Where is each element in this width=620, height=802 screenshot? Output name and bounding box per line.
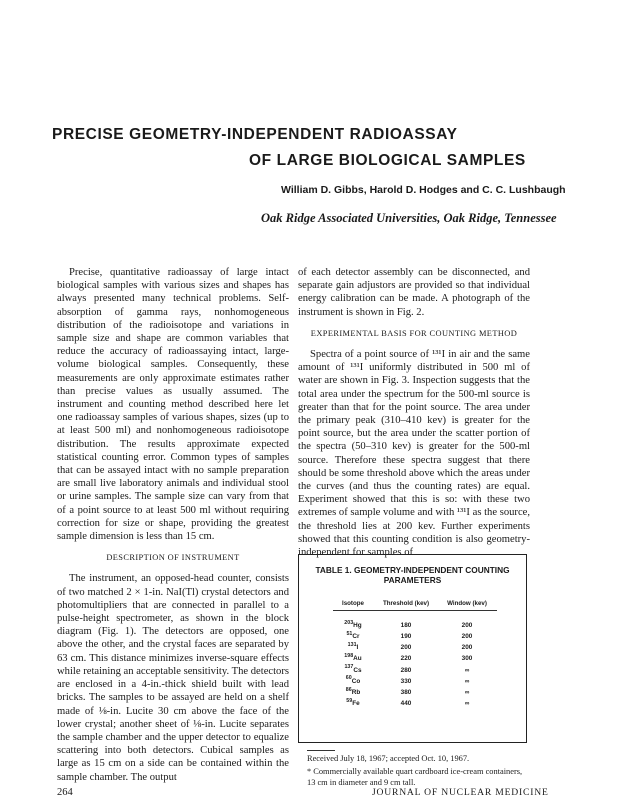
threshold-cell: 280 xyxy=(400,666,412,674)
left-column xyxy=(57,266,289,784)
threshold-cell: 440 xyxy=(400,699,412,707)
table-1 xyxy=(298,554,527,743)
isotope-mass: 60 xyxy=(345,675,352,682)
continuation-paragraph: of each detector assembly can be disconnected, and separate gain adjustors are provided so that individual energy calibration can be made. A photograph of the instrument is shown in Fig. 2. xyxy=(298,267,530,318)
header-window: Window (kev) xyxy=(447,600,487,607)
basis-paragraph: Spectra of a point source of ¹³¹I in air and the same amount of ¹³¹I uniformly distributed in 500 ml of water are shown in Fig. 3. Inspection suggests that the total area under the spectrum for the 500-ml source is greater than that for the point source. The area under the primary peak (310–410 kev) is greater for the point source, but the area under the scatter portion of the spectra (50–310 kev) is greater for the 500-ml source. Therefore these spectra suggest that there should be some threshold above which the areas under the curves (and thus the counting rates) are equal. Experiment showed that this is so: with these two extremes of sample volume and with ¹³¹I as the source, the threshold lies at 200 kev. Further experiments showed that this counting condition is also geometry-independent for samples of xyxy=(298,349,530,559)
received-note: Received July 18, 1967; accepted Oct. 10, 1967. xyxy=(307,754,470,763)
table-row xyxy=(333,651,497,662)
isotope-element: Hg xyxy=(353,622,362,630)
isotope-element: Au xyxy=(353,655,362,663)
threshold-cell: 180 xyxy=(400,622,412,630)
container-footnote: * Commercially available quart cardboard ice-cream containers, 13 cm in diameter and 9 cm tall. xyxy=(307,767,523,787)
isotope-mass: 131 xyxy=(347,642,357,649)
table-body xyxy=(333,618,497,707)
isotope-element: I xyxy=(356,644,359,652)
header-threshold: Threshold (kev) xyxy=(382,600,430,607)
header-isotope: Isotope xyxy=(341,600,364,607)
window-cell: 200 xyxy=(461,633,473,641)
right-column xyxy=(298,266,530,559)
threshold-cell: 190 xyxy=(400,633,412,641)
table-row xyxy=(333,685,497,696)
window-cell: ∞ xyxy=(464,666,470,674)
table-row xyxy=(333,640,497,651)
threshold-cell: 330 xyxy=(400,677,412,685)
footnote-rule xyxy=(307,750,335,751)
section-heading-instrument: DESCRIPTION OF INSTRUMENT xyxy=(106,553,240,563)
isotope-element: Rb xyxy=(351,688,361,696)
isotope-element: Fe xyxy=(352,699,360,707)
isotope-mass: 86 xyxy=(345,686,352,693)
affiliation: Oak Ridge Associated Universities, Oak Ridge, Tennessee xyxy=(261,211,557,225)
table-row xyxy=(333,673,497,684)
table-header xyxy=(333,600,497,611)
section-heading-basis: EXPERIMENTAL BASIS FOR COUNTING METHOD xyxy=(310,328,518,338)
window-cell: ∞ xyxy=(464,688,470,696)
intro-paragraph: Precise, quantitative radioassay of large intact biological samples with various sizes and shapes has always presented many technical problems. Self-absorption of gamma rays, nonhomogeneous distribution of the radioisotope and variations in sample size and shape are common variables that reduce the accuracy of radioassaying intact, large-volume biological samples. Consequently, these measurements are only approximate estimates rather than precise values as usually assumed. The instrument and counting method described here let one radioassay samples of various shapes, sizes (up to at least 500 ml) and nonhomogeneous radioisotope distribution. The results approximate expected statistical counting error. Common types of samples that can be assayed intact with no sample preparation are small live laboratory animals and individual stool or urine samples. The sample size can vary from that of a point source to at least 500 ml without requiring correction for size or shape, providing the greatest sample dimension is less than 15 cm. xyxy=(57,267,289,543)
table-row xyxy=(333,662,497,673)
table-row xyxy=(333,629,497,640)
table-title xyxy=(299,565,526,585)
isotope-mass: 203 xyxy=(344,620,354,626)
instrument-paragraph: The instrument, an opposed-head counter, consists of two matched 2 × 1-in. NaI(Tl) crystal detectors and photomultipliers that are connected in parallel to a pulse-height spectrometer, as shown in the block diagram (Fig. 1). The detectors are opposed, one above the other, and the crystal faces are separated by 63 cm. This distance minimizes inverse-square effects while retaining an acceptable sensitivity. The detectors are enclosed in a 4-in.-thick shield built with lead bricks. The samples to be assayed are held on a shelf made of ⅛-in. Lucite 30 cm above the face of the lower crystal; another sheet of ⅛-in. Lucite separates the sample chamber and the upper detector to equalize scattering into both detectors. Cubical samples as large as 15 cm on a side can be contained within the sample chamber. The output xyxy=(57,573,289,783)
title-line-1: PRECISE GEOMETRY-INDEPENDENT RADIOASSAY xyxy=(52,126,458,143)
journal-name: JOURNAL OF NUCLEAR MEDICINE xyxy=(372,787,549,798)
window-cell: 300 xyxy=(461,655,473,663)
window-cell: 200 xyxy=(461,622,473,630)
table-row xyxy=(333,696,497,707)
isotope-element: Cr xyxy=(352,633,360,641)
authors: William D. Gibbs, Harold D. Hodges and C. C. Lushbaugh xyxy=(281,184,566,196)
window-cell: 200 xyxy=(461,644,473,652)
isotope-mass: 51 xyxy=(346,631,353,638)
threshold-cell: 380 xyxy=(400,688,412,696)
isotope-mass: 137 xyxy=(344,664,354,671)
table-title-line-1: TABLE 1. GEOMETRY-INDEPENDENT COUNTING xyxy=(315,565,510,575)
isotope-mass: 198 xyxy=(344,653,354,660)
isotope-mass: 59 xyxy=(346,697,353,704)
footnotes xyxy=(307,754,529,788)
threshold-cell: 200 xyxy=(400,644,412,652)
title-line-2: OF LARGE BIOLOGICAL SAMPLES xyxy=(249,152,526,169)
isotope-element: Co xyxy=(351,677,361,685)
isotope-cell xyxy=(333,696,373,709)
table-title-line-2: PARAMETERS xyxy=(383,575,442,585)
window-cell: ∞ xyxy=(464,699,470,707)
isotope-element: Cs xyxy=(353,666,362,674)
page-number: 264 xyxy=(57,787,73,798)
window-cell: ∞ xyxy=(464,677,470,685)
table-row xyxy=(333,618,497,629)
threshold-cell: 220 xyxy=(400,655,412,663)
